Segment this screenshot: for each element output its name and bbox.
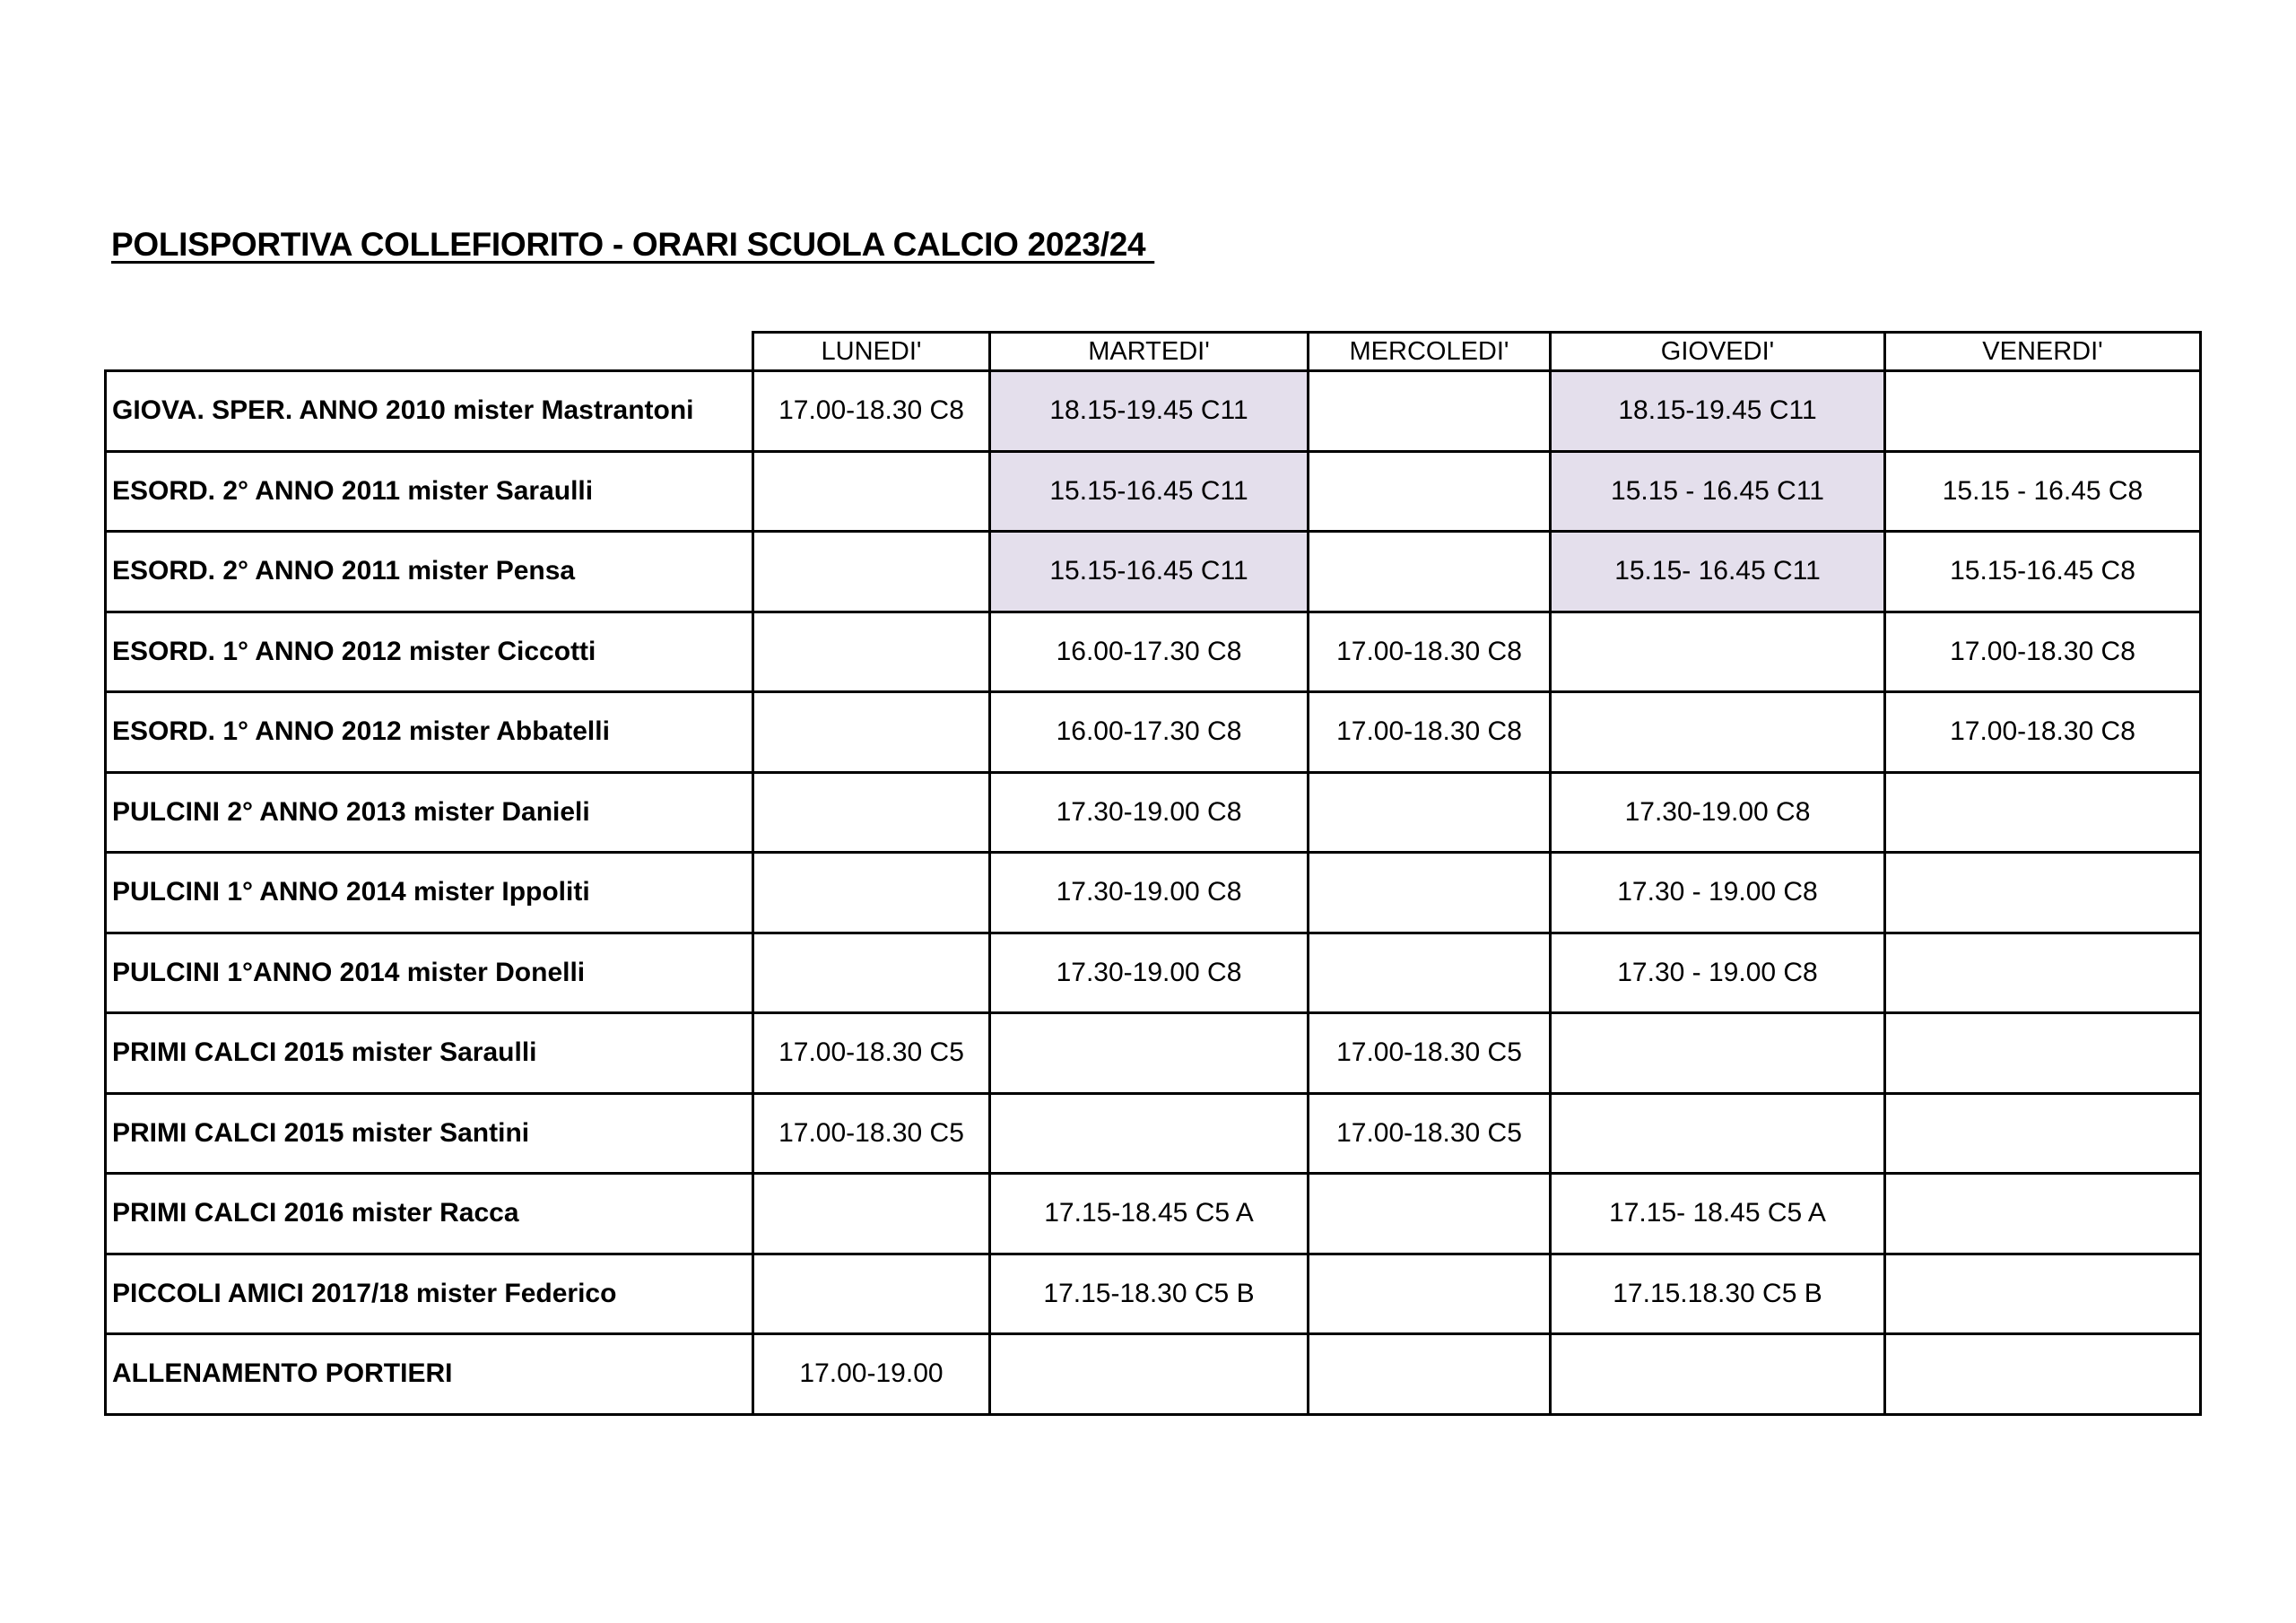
table-row bbox=[106, 532, 2201, 612]
group-name-cell: PRIMI CALCI 2015 mister Saraulli bbox=[106, 1013, 753, 1094]
slot-cell-tuesday bbox=[990, 1334, 1309, 1415]
slot-cell-thursday: 17.15- 18.45 C5 A bbox=[1551, 1174, 1885, 1254]
slot-cell-friday bbox=[1885, 1013, 2201, 1094]
slot-cell-thursday bbox=[1551, 692, 1885, 773]
group-name-cell: PRIMI CALCI 2016 mister Racca bbox=[106, 1174, 753, 1254]
table-row bbox=[106, 692, 2201, 773]
slot-cell-tuesday: 18.15-19.45 C11 bbox=[990, 371, 1309, 452]
slot-cell-wednesday: 17.00-18.30 C5 bbox=[1309, 1093, 1551, 1174]
slot-cell-monday: 17.00-19.00 bbox=[753, 1334, 990, 1415]
slot-cell-thursday: 15.15- 16.45 C11 bbox=[1551, 532, 1885, 612]
table-row bbox=[106, 1174, 2201, 1254]
group-name-cell: ALLENAMENTO PORTIERI bbox=[106, 1334, 753, 1415]
header-day-monday: LUNEDI' bbox=[753, 333, 990, 371]
slot-cell-monday bbox=[753, 1174, 990, 1254]
slot-cell-friday bbox=[1885, 1254, 2201, 1334]
slot-cell-tuesday: 17.15-18.30 C5 B bbox=[990, 1254, 1309, 1334]
slot-cell-thursday: 17.15.18.30 C5 B bbox=[1551, 1254, 1885, 1334]
slot-cell-wednesday: 17.00-18.30 C8 bbox=[1309, 612, 1551, 692]
slot-cell-tuesday: 17.30-19.00 C8 bbox=[990, 933, 1309, 1013]
table-row bbox=[106, 371, 2201, 452]
group-name-cell: GIOVA. SPER. ANNO 2010 mister Mastrantoni bbox=[106, 371, 753, 452]
slot-cell-thursday: 17.30 - 19.00 C8 bbox=[1551, 933, 1885, 1013]
slot-cell-tuesday: 17.30-19.00 C8 bbox=[990, 772, 1309, 853]
slot-cell-monday bbox=[753, 772, 990, 853]
slot-cell-friday bbox=[1885, 371, 2201, 452]
slot-cell-monday: 17.00-18.30 C5 bbox=[753, 1013, 990, 1094]
slot-cell-wednesday: 17.00-18.30 C5 bbox=[1309, 1013, 1551, 1094]
slot-cell-friday: 17.00-18.30 C8 bbox=[1885, 612, 2201, 692]
slot-cell-wednesday bbox=[1309, 1334, 1551, 1415]
slot-cell-monday bbox=[753, 612, 990, 692]
slot-cell-thursday: 15.15 - 16.45 C11 bbox=[1551, 451, 1885, 532]
header-day-wednesday: MERCOLEDI' bbox=[1309, 333, 1551, 371]
slot-cell-monday: 17.00-18.30 C8 bbox=[753, 371, 990, 452]
slot-cell-tuesday bbox=[990, 1093, 1309, 1174]
table-row bbox=[106, 1254, 2201, 1334]
slot-cell-friday bbox=[1885, 772, 2201, 853]
slot-cell-friday bbox=[1885, 1093, 2201, 1174]
slot-cell-monday bbox=[753, 1254, 990, 1334]
header-day-tuesday: MARTEDI' bbox=[990, 333, 1309, 371]
slot-cell-thursday: 17.30 - 19.00 C8 bbox=[1551, 853, 1885, 933]
slot-cell-tuesday: 17.30-19.00 C8 bbox=[990, 853, 1309, 933]
slot-cell-tuesday: 16.00-17.30 C8 bbox=[990, 692, 1309, 773]
slot-cell-tuesday: 15.15-16.45 C11 bbox=[990, 532, 1309, 612]
slot-cell-wednesday bbox=[1309, 853, 1551, 933]
slot-cell-monday: 17.00-18.30 C5 bbox=[753, 1093, 990, 1174]
table-row bbox=[106, 1093, 2201, 1174]
slot-cell-monday bbox=[753, 692, 990, 773]
slot-cell-wednesday bbox=[1309, 1254, 1551, 1334]
slot-cell-wednesday bbox=[1309, 772, 1551, 853]
slot-cell-wednesday: 17.00-18.30 C8 bbox=[1309, 692, 1551, 773]
table-row bbox=[106, 933, 2201, 1013]
slot-cell-tuesday: 15.15-16.45 C11 bbox=[990, 451, 1309, 532]
group-name-cell: ESORD. 1° ANNO 2012 mister Abbatelli bbox=[106, 692, 753, 773]
slot-cell-thursday bbox=[1551, 1093, 1885, 1174]
slot-cell-monday bbox=[753, 933, 990, 1013]
slot-cell-tuesday: 16.00-17.30 C8 bbox=[990, 612, 1309, 692]
slot-cell-monday bbox=[753, 451, 990, 532]
slot-cell-thursday: 17.30-19.00 C8 bbox=[1551, 772, 1885, 853]
group-name-cell: ESORD. 1° ANNO 2012 mister Ciccotti bbox=[106, 612, 753, 692]
group-name-cell: PULCINI 1° ANNO 2014 mister Ippoliti bbox=[106, 853, 753, 933]
slot-cell-tuesday: 17.15-18.45 C5 A bbox=[990, 1174, 1309, 1254]
slot-cell-tuesday bbox=[990, 1013, 1309, 1094]
slot-cell-friday bbox=[1885, 933, 2201, 1013]
group-name-cell: ESORD. 2° ANNO 2011 mister Saraulli bbox=[106, 451, 753, 532]
header-row bbox=[106, 333, 2201, 371]
table-row bbox=[106, 1334, 2201, 1415]
slot-cell-wednesday bbox=[1309, 451, 1551, 532]
group-name-cell: PULCINI 2° ANNO 2013 mister Danieli bbox=[106, 772, 753, 853]
slot-cell-wednesday bbox=[1309, 1174, 1551, 1254]
header-blank-cell bbox=[106, 333, 753, 371]
slot-cell-thursday bbox=[1551, 612, 1885, 692]
group-name-cell: PULCINI 1°ANNO 2014 mister Donelli bbox=[106, 933, 753, 1013]
slot-cell-friday bbox=[1885, 1334, 2201, 1415]
slot-cell-thursday bbox=[1551, 1013, 1885, 1094]
slot-cell-thursday: 18.15-19.45 C11 bbox=[1551, 371, 1885, 452]
slot-cell-wednesday bbox=[1309, 532, 1551, 612]
slot-cell-monday bbox=[753, 853, 990, 933]
table-row bbox=[106, 451, 2201, 532]
page-title: POLISPORTIVA COLLEFIORITO - ORARI SCUOLA CALCIO 2023/24 bbox=[111, 226, 1155, 263]
schedule-table bbox=[104, 331, 2202, 1416]
slot-cell-friday: 17.00-18.30 C8 bbox=[1885, 692, 2201, 773]
table-row bbox=[106, 772, 2201, 853]
slot-cell-friday: 15.15 - 16.45 C8 bbox=[1885, 451, 2201, 532]
table-row bbox=[106, 1013, 2201, 1094]
table-row bbox=[106, 853, 2201, 933]
slot-cell-friday bbox=[1885, 853, 2201, 933]
slot-cell-wednesday bbox=[1309, 933, 1551, 1013]
header-day-friday: VENERDI' bbox=[1885, 333, 2201, 371]
group-name-cell: ESORD. 2° ANNO 2011 mister Pensa bbox=[106, 532, 753, 612]
header-day-thursday: GIOVEDI' bbox=[1551, 333, 1885, 371]
table-row bbox=[106, 612, 2201, 692]
slot-cell-monday bbox=[753, 532, 990, 612]
slot-cell-thursday bbox=[1551, 1334, 1885, 1415]
slot-cell-friday bbox=[1885, 1174, 2201, 1254]
slot-cell-friday: 15.15-16.45 C8 bbox=[1885, 532, 2201, 612]
group-name-cell: PRIMI CALCI 2015 mister Santini bbox=[106, 1093, 753, 1174]
group-name-cell: PICCOLI AMICI 2017/18 mister Federico bbox=[106, 1254, 753, 1334]
slot-cell-wednesday bbox=[1309, 371, 1551, 452]
